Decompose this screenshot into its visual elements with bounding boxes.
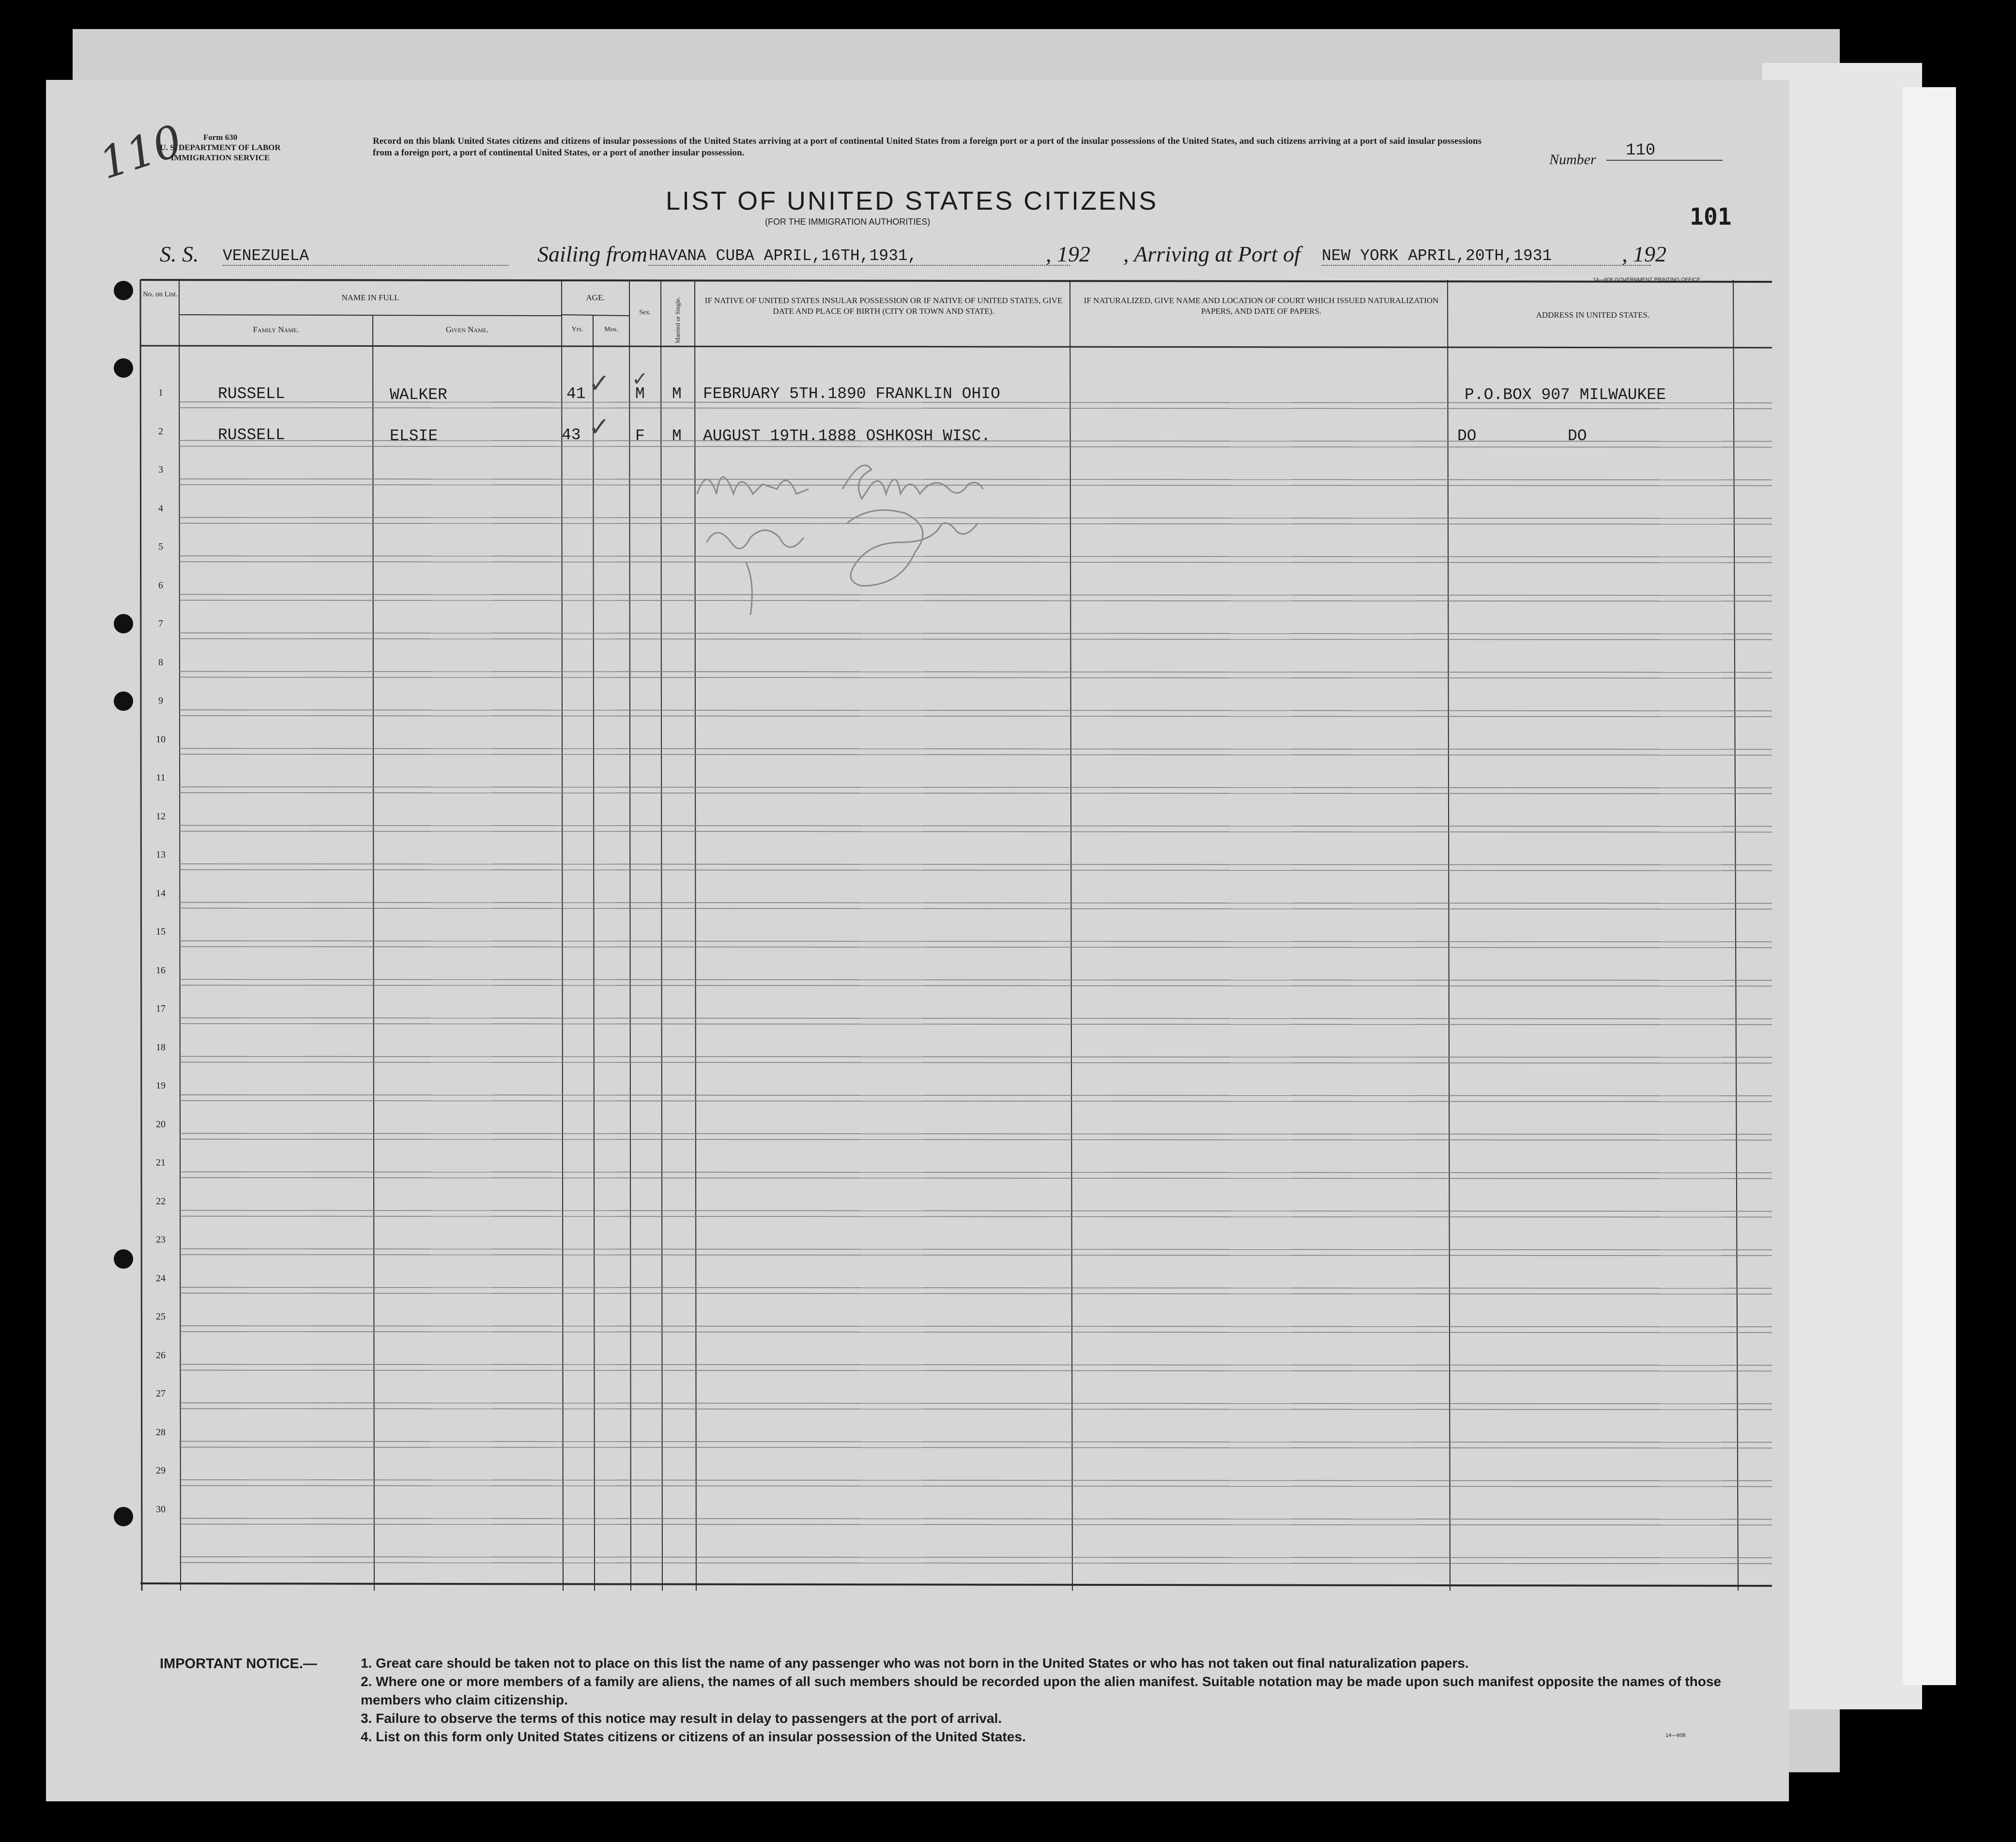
family-name: RUSSELL bbox=[218, 385, 285, 403]
row-number: 20 bbox=[156, 1119, 166, 1130]
footer-mark: 14—608 bbox=[1665, 1733, 1686, 1738]
header-yrs: Yrs. bbox=[571, 326, 583, 333]
row-rule bbox=[179, 787, 1772, 788]
row-number: 12 bbox=[156, 811, 166, 822]
record-instructions: Record on this blank United States citizens and citizens of insular possessions of the United States arriving at a port of continental United States from a foreign port or a port of the insular possessions of the United States, and such citizens arriving at a port of said insular possessions from a foreign port, a port of continental United States, or a port of another insular possession. bbox=[373, 136, 1481, 158]
row-number: 30 bbox=[156, 1504, 166, 1515]
row-rule bbox=[179, 1018, 1772, 1019]
notice-item: 3. Failure to observe the terms of this notice may result in delay to passengers at the port of arrival. bbox=[361, 1711, 1002, 1726]
row-number: 4 bbox=[158, 503, 163, 514]
number-label: Number bbox=[1549, 152, 1596, 168]
row-rule bbox=[179, 633, 1772, 634]
header-naturalization: IF NATURALIZED, GIVE NAME AND LOCATION OF COURT WHICH ISSUED NATURALIZATION PAPERS, AND DATE OF PAPERS. bbox=[1084, 296, 1439, 316]
sex: M bbox=[635, 385, 645, 403]
notice-item: 2. Where one or more members of a family are aliens, the names of all such members should be recorded upon the alien manifest. Suitable notation may be made upon such manifest opposite the names of those members who claim citizenship. bbox=[361, 1674, 1721, 1707]
row-rule bbox=[179, 408, 1772, 409]
ss-label: S. S. bbox=[160, 242, 199, 266]
form-number: Form 630 bbox=[203, 133, 238, 142]
given-name: WALKER bbox=[390, 386, 447, 404]
header-given-name: Given Name. bbox=[445, 325, 489, 334]
row-number: 19 bbox=[156, 1080, 166, 1091]
row-number: 5 bbox=[158, 541, 163, 552]
row-rule bbox=[179, 793, 1772, 794]
row-number: 25 bbox=[156, 1311, 166, 1322]
row-rule bbox=[179, 1062, 1772, 1063]
check-mark-icon: ✓ bbox=[632, 368, 648, 390]
row-rule bbox=[179, 1249, 1772, 1250]
row-rule bbox=[179, 1442, 1772, 1443]
row-number: 11 bbox=[156, 772, 166, 783]
header-birth-place: IF NATIVE OF UNITED STATES INSULAR POSSESSION OR IF NATIVE OF UNITED STATES, GIVE DATE AND PLACE OF BIRTH (CITY OR TOWN AND STATE). bbox=[704, 296, 1063, 316]
row-rule bbox=[179, 1563, 1772, 1564]
row-rule bbox=[179, 831, 1772, 832]
row-rule bbox=[179, 870, 1772, 871]
row-rule bbox=[179, 1095, 1772, 1096]
page-stamp: 101 bbox=[1690, 203, 1732, 230]
row-number: 23 bbox=[156, 1234, 166, 1245]
row-rule bbox=[179, 985, 1772, 986]
sailing-from: HAVANA CUBA APRIL,16TH,1931, bbox=[649, 247, 1070, 266]
year-suffix: , 192 bbox=[1046, 242, 1090, 266]
row-number: 18 bbox=[156, 1042, 166, 1053]
row-rule bbox=[179, 1288, 1772, 1289]
row-rule bbox=[179, 1178, 1772, 1179]
age-years: 43 bbox=[562, 426, 581, 444]
row-rule bbox=[179, 1403, 1772, 1404]
header-sex: Sex. bbox=[639, 309, 651, 316]
row-rule bbox=[179, 826, 1772, 827]
row-rule bbox=[179, 1486, 1772, 1487]
row-number: 17 bbox=[156, 1003, 166, 1014]
row-number: 3 bbox=[158, 464, 163, 475]
header-address: ADDRESS IN UNITED STATES. bbox=[1536, 310, 1650, 320]
row-rule bbox=[179, 1447, 1772, 1448]
row-rule bbox=[179, 1524, 1772, 1525]
year-suffix: , 192 bbox=[1622, 242, 1666, 266]
row-number: 24 bbox=[156, 1273, 166, 1284]
row-number: 7 bbox=[158, 618, 163, 629]
row-rule bbox=[179, 1024, 1772, 1025]
row-rule bbox=[179, 1480, 1772, 1481]
row-rule bbox=[179, 1057, 1772, 1058]
given-name: ELSIE bbox=[390, 427, 438, 445]
handwritten-number: 110 bbox=[93, 115, 188, 189]
row-rule bbox=[179, 1293, 1772, 1294]
list-number: 110 bbox=[1606, 141, 1723, 161]
row-rule bbox=[179, 1101, 1772, 1102]
header-married-single: Married or Single. bbox=[674, 297, 681, 343]
header-mos: Mos. bbox=[604, 326, 618, 333]
row-rule bbox=[179, 1332, 1772, 1333]
arriving-port: NEW YORK APRIL,20TH,1931 bbox=[1322, 247, 1651, 266]
row-rule bbox=[179, 1211, 1772, 1212]
row-rule bbox=[179, 677, 1772, 678]
row-rule bbox=[179, 1370, 1772, 1371]
row-rule bbox=[179, 980, 1772, 981]
row-number: 21 bbox=[156, 1157, 166, 1168]
birth-date-place: FEBRUARY 5TH.1890 FRANKLIN OHIO bbox=[703, 385, 1000, 403]
row-number: 6 bbox=[158, 580, 163, 591]
row-rule bbox=[179, 1557, 1772, 1558]
notice-heading: IMPORTANT NOTICE.— bbox=[160, 1656, 317, 1672]
row-rule bbox=[179, 749, 1772, 750]
family-name: RUSSELL bbox=[218, 426, 285, 444]
row-rule bbox=[179, 947, 1772, 948]
form-subtitle: (FOR THE IMMIGRATION AUTHORITIES) bbox=[765, 217, 931, 227]
address: P.O.BOX 907 MILWAUKEE bbox=[1465, 386, 1666, 404]
row-rule bbox=[179, 1365, 1772, 1366]
row-rule bbox=[179, 1326, 1772, 1327]
row-rule bbox=[179, 941, 1772, 942]
arriving-label: , Arriving at Port of bbox=[1123, 242, 1300, 266]
service-name: IMMIGRATION SERVICE bbox=[170, 153, 270, 162]
header-no-on-list: No. on List. bbox=[143, 291, 178, 298]
department-name: U. S. DEPARTMENT OF LABOR bbox=[160, 143, 281, 152]
row-rule bbox=[179, 908, 1772, 909]
row-number: 28 bbox=[156, 1427, 166, 1438]
notice-item: 4. List on this form only United States citizens or citizens of an insular possession of the United States. bbox=[361, 1729, 1026, 1744]
row-rule bbox=[179, 1409, 1772, 1410]
row-rule bbox=[179, 1134, 1772, 1135]
row-number: 16 bbox=[156, 965, 166, 976]
row-number: 22 bbox=[156, 1196, 166, 1207]
row-rule bbox=[179, 1139, 1772, 1140]
header-name-in-full: NAME IN FULL bbox=[341, 293, 399, 302]
row-number: 2 bbox=[158, 426, 163, 437]
inspector-signature bbox=[687, 450, 1114, 629]
row-number: 14 bbox=[156, 888, 166, 899]
ship-name: VENEZUELA bbox=[223, 247, 508, 266]
row-rule bbox=[179, 1216, 1772, 1217]
row-rule bbox=[179, 754, 1772, 755]
marital-status: M bbox=[672, 427, 682, 445]
age-years: 41 bbox=[566, 385, 586, 403]
sailing-label: Sailing from bbox=[537, 242, 648, 266]
row-rule bbox=[179, 864, 1772, 865]
sex: F bbox=[635, 427, 645, 445]
marital-status: M bbox=[672, 385, 682, 403]
form-title: LIST OF UNITED STATES CITIZENS bbox=[666, 186, 1159, 215]
address-ditto: DO bbox=[1568, 427, 1587, 445]
printer-mark: 14—608 GOVERNMENT PRINTING OFFICE bbox=[1593, 277, 1701, 283]
row-rule bbox=[179, 1172, 1772, 1173]
row-rule bbox=[179, 1255, 1772, 1256]
row-number: 27 bbox=[156, 1388, 166, 1399]
row-number: 29 bbox=[156, 1465, 166, 1476]
header-family-name: Family Name. bbox=[253, 325, 299, 334]
birth-date-place: AUGUST 19TH.1888 OSHKOSH WISC. bbox=[703, 427, 991, 445]
row-rule bbox=[179, 903, 1772, 904]
address: DO bbox=[1457, 427, 1477, 445]
row-number: 8 bbox=[158, 657, 163, 668]
row-number: 10 bbox=[156, 734, 166, 745]
row-rule bbox=[179, 672, 1772, 673]
row-number: 15 bbox=[156, 926, 166, 937]
row-number: 1 bbox=[158, 387, 163, 398]
notice-item: 1. Great care should be taken not to place on this list the name of any passenger who was not born in the United States or who has not taken out final naturalization papers. bbox=[361, 1656, 1469, 1671]
row-rule bbox=[179, 639, 1772, 640]
row-number: 13 bbox=[156, 849, 166, 860]
row-rule bbox=[179, 446, 1772, 447]
check-mark-icon: ✓ bbox=[588, 368, 611, 399]
row-rule bbox=[179, 710, 1772, 711]
row-number: 26 bbox=[156, 1350, 166, 1361]
row-rule bbox=[179, 1519, 1772, 1520]
row-rule bbox=[179, 716, 1772, 717]
row-number: 9 bbox=[158, 695, 163, 706]
check-mark-icon: ✓ bbox=[588, 412, 611, 442]
header-age: AGE. bbox=[586, 293, 605, 302]
